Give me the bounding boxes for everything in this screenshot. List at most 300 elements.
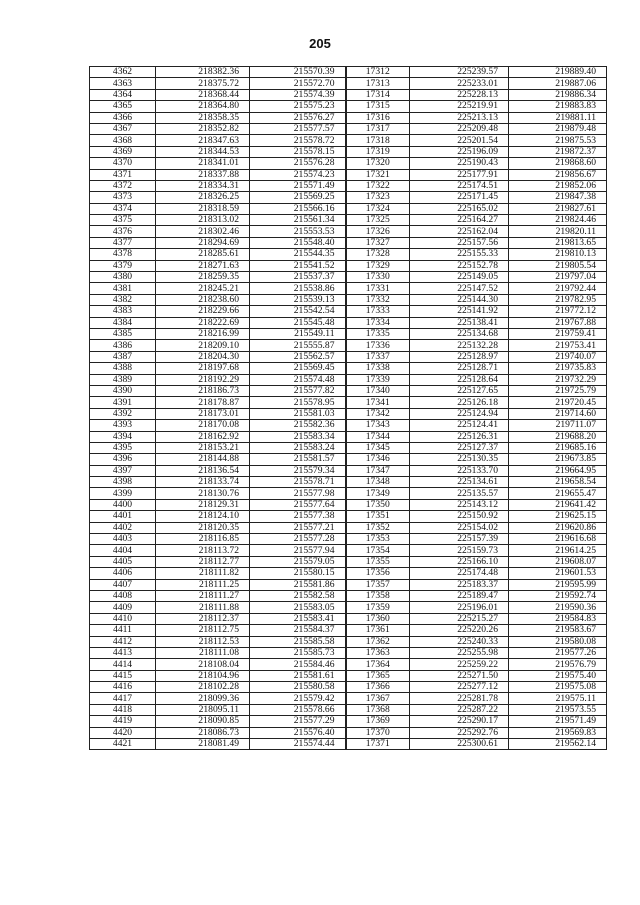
x-right-cell: 225157.56 (410, 237, 509, 248)
point-id-left-cell: 4386 (90, 340, 156, 351)
point-id-left-cell: 4381 (90, 283, 156, 294)
x-right-cell: 225233.01 (410, 78, 509, 89)
x-right-cell: 225300.61 (410, 739, 509, 750)
y-right-cell: 219580.08 (509, 636, 607, 647)
x-right-cell: 225159.73 (410, 545, 509, 556)
x-left-cell: 218238.60 (156, 294, 250, 305)
y-right-cell: 219658.54 (509, 477, 607, 488)
y-right-cell: 219820.11 (509, 226, 607, 237)
x-left-cell: 218153.21 (156, 442, 250, 453)
point-id-left-cell: 4417 (90, 693, 156, 704)
point-id-right-cell: 17315 (346, 101, 410, 112)
x-right-cell: 225133.70 (410, 465, 509, 476)
x-left-cell: 218197.68 (156, 363, 250, 374)
point-id-left-cell: 4366 (90, 112, 156, 123)
coordinates-table (89, 66, 607, 750)
y-right-cell: 219569.83 (509, 727, 607, 738)
table-row (90, 511, 607, 522)
table-row (90, 169, 607, 180)
y-right-cell: 219641.42 (509, 499, 607, 510)
y-left-cell: 215576.28 (250, 158, 346, 169)
table-row (90, 545, 607, 556)
x-left-cell: 218344.53 (156, 146, 250, 157)
y-left-cell: 215579.05 (250, 556, 346, 567)
point-id-right-cell: 17322 (346, 180, 410, 191)
y-right-cell: 219573.55 (509, 704, 607, 715)
y-right-cell: 219592.74 (509, 590, 607, 601)
point-id-right-cell: 17329 (346, 260, 410, 271)
y-left-cell: 215580.15 (250, 568, 346, 579)
x-left-cell: 218111.88 (156, 602, 250, 613)
y-right-cell: 219620.86 (509, 522, 607, 533)
x-left-cell: 218081.49 (156, 739, 250, 750)
x-right-cell: 225162.04 (410, 226, 509, 237)
point-id-left-cell: 4410 (90, 613, 156, 624)
y-left-cell: 215545.48 (250, 317, 346, 328)
y-left-cell: 215574.48 (250, 374, 346, 385)
point-id-right-cell: 17349 (346, 488, 410, 499)
x-right-cell: 225174.51 (410, 180, 509, 191)
y-right-cell: 219583.67 (509, 625, 607, 636)
x-right-cell: 225281.78 (410, 693, 509, 704)
table-row (90, 636, 607, 647)
point-id-right-cell: 17333 (346, 306, 410, 317)
point-id-right-cell: 17319 (346, 146, 410, 157)
point-id-left-cell: 4384 (90, 317, 156, 328)
x-left-cell: 218144.88 (156, 454, 250, 465)
point-id-left-cell: 4375 (90, 215, 156, 226)
point-id-left-cell: 4421 (90, 739, 156, 750)
x-left-cell: 218086.73 (156, 727, 250, 738)
y-left-cell: 215578.15 (250, 146, 346, 157)
y-left-cell: 215578.72 (250, 135, 346, 146)
point-id-right-cell: 17320 (346, 158, 410, 169)
table-row (90, 226, 607, 237)
page-number: 205 (309, 36, 331, 51)
x-right-cell: 225240.33 (410, 636, 509, 647)
table-row (90, 317, 607, 328)
point-id-right-cell: 17345 (346, 442, 410, 453)
x-left-cell: 218133.74 (156, 477, 250, 488)
y-left-cell: 215562.57 (250, 351, 346, 362)
x-right-cell: 225128.64 (410, 374, 509, 385)
y-left-cell: 215579.34 (250, 465, 346, 476)
table-row (90, 101, 607, 112)
y-left-cell: 215549.11 (250, 328, 346, 339)
point-id-left-cell: 4376 (90, 226, 156, 237)
y-left-cell: 215538.86 (250, 283, 346, 294)
x-right-cell: 225215.27 (410, 613, 509, 624)
table-row (90, 351, 607, 362)
y-right-cell: 219711.07 (509, 420, 607, 431)
y-right-cell: 219810.13 (509, 249, 607, 260)
table-row (90, 215, 607, 226)
y-right-cell: 219792.44 (509, 283, 607, 294)
x-right-cell: 225128.71 (410, 363, 509, 374)
coordinates-table-body (90, 67, 607, 750)
y-right-cell: 219856.67 (509, 169, 607, 180)
point-id-right-cell: 17344 (346, 431, 410, 442)
x-left-cell: 218368.44 (156, 89, 250, 100)
table-row (90, 328, 607, 339)
table-row (90, 659, 607, 670)
point-id-left-cell: 4397 (90, 465, 156, 476)
y-left-cell: 215585.73 (250, 647, 346, 658)
y-left-cell: 215582.58 (250, 590, 346, 601)
point-id-right-cell: 17369 (346, 716, 410, 727)
point-id-right-cell: 17327 (346, 237, 410, 248)
table-row (90, 534, 607, 545)
x-left-cell: 218222.69 (156, 317, 250, 328)
y-left-cell: 215584.37 (250, 625, 346, 636)
y-right-cell: 219714.60 (509, 408, 607, 419)
point-id-right-cell: 17324 (346, 203, 410, 214)
table-row (90, 431, 607, 442)
point-id-right-cell: 17359 (346, 602, 410, 613)
y-right-cell: 219847.38 (509, 192, 607, 203)
y-left-cell: 215583.41 (250, 613, 346, 624)
point-id-left-cell: 4387 (90, 351, 156, 362)
point-id-right-cell: 17325 (346, 215, 410, 226)
x-left-cell: 218302.46 (156, 226, 250, 237)
x-right-cell: 225150.92 (410, 511, 509, 522)
point-id-left-cell: 4363 (90, 78, 156, 89)
y-left-cell: 215575.23 (250, 101, 346, 112)
y-right-cell: 219577.26 (509, 647, 607, 658)
y-right-cell: 219575.40 (509, 670, 607, 681)
y-right-cell: 219879.48 (509, 123, 607, 134)
y-right-cell: 219813.65 (509, 237, 607, 248)
y-left-cell: 215570.39 (250, 67, 346, 78)
y-left-cell: 215581.57 (250, 454, 346, 465)
y-right-cell: 219720.45 (509, 397, 607, 408)
table-row (90, 260, 607, 271)
x-left-cell: 218111.25 (156, 579, 250, 590)
table-row (90, 488, 607, 499)
x-right-cell: 225157.39 (410, 534, 509, 545)
table-row (90, 670, 607, 681)
table-row (90, 272, 607, 283)
point-id-right-cell: 17338 (346, 363, 410, 374)
table-row (90, 294, 607, 305)
point-id-right-cell: 17358 (346, 590, 410, 601)
x-right-cell: 225126.18 (410, 397, 509, 408)
table-row (90, 203, 607, 214)
x-left-cell: 218108.04 (156, 659, 250, 670)
y-right-cell: 219767.88 (509, 317, 607, 328)
y-right-cell: 219673.85 (509, 454, 607, 465)
x-right-cell: 225149.05 (410, 272, 509, 283)
y-right-cell: 219753.41 (509, 340, 607, 351)
point-id-left-cell: 4403 (90, 534, 156, 545)
y-left-cell: 215574.39 (250, 89, 346, 100)
x-left-cell: 218313.02 (156, 215, 250, 226)
point-id-right-cell: 17316 (346, 112, 410, 123)
y-left-cell: 215548.40 (250, 237, 346, 248)
point-id-left-cell: 4405 (90, 556, 156, 567)
y-left-cell: 215566.16 (250, 203, 346, 214)
table-row (90, 283, 607, 294)
x-left-cell: 218259.35 (156, 272, 250, 283)
x-right-cell: 225124.94 (410, 408, 509, 419)
x-right-cell: 225239.57 (410, 67, 509, 78)
y-right-cell: 219625.15 (509, 511, 607, 522)
point-id-left-cell: 4364 (90, 89, 156, 100)
point-id-right-cell: 17321 (346, 169, 410, 180)
y-left-cell: 215576.27 (250, 112, 346, 123)
table-row (90, 135, 607, 146)
x-left-cell: 218129.31 (156, 499, 250, 510)
x-right-cell: 225165.02 (410, 203, 509, 214)
x-left-cell: 218341.01 (156, 158, 250, 169)
point-id-left-cell: 4409 (90, 602, 156, 613)
y-left-cell: 215569.25 (250, 192, 346, 203)
point-id-left-cell: 4383 (90, 306, 156, 317)
y-right-cell: 219685.16 (509, 442, 607, 453)
point-id-right-cell: 17347 (346, 465, 410, 476)
table-row (90, 522, 607, 533)
point-id-right-cell: 17361 (346, 625, 410, 636)
x-right-cell: 225196.09 (410, 146, 509, 157)
x-left-cell: 218347.63 (156, 135, 250, 146)
y-right-cell: 219655.47 (509, 488, 607, 499)
point-id-left-cell: 4414 (90, 659, 156, 670)
table-row (90, 727, 607, 738)
y-right-cell: 219575.08 (509, 682, 607, 693)
y-right-cell: 219575.11 (509, 693, 607, 704)
point-id-right-cell: 17366 (346, 682, 410, 693)
y-left-cell: 215581.03 (250, 408, 346, 419)
x-right-cell: 225255.98 (410, 647, 509, 658)
x-right-cell: 225134.61 (410, 477, 509, 488)
point-id-left-cell: 4420 (90, 727, 156, 738)
table-row (90, 192, 607, 203)
y-right-cell: 219797.04 (509, 272, 607, 283)
x-left-cell: 218111.27 (156, 590, 250, 601)
y-left-cell: 215537.37 (250, 272, 346, 283)
x-right-cell: 225126.31 (410, 431, 509, 442)
x-right-cell: 225135.57 (410, 488, 509, 499)
x-right-cell: 225124.41 (410, 420, 509, 431)
y-left-cell: 215578.71 (250, 477, 346, 488)
point-id-right-cell: 17360 (346, 613, 410, 624)
point-id-right-cell: 17313 (346, 78, 410, 89)
point-id-right-cell: 17365 (346, 670, 410, 681)
x-left-cell: 218285.61 (156, 249, 250, 260)
y-right-cell: 219827.61 (509, 203, 607, 214)
point-id-left-cell: 4362 (90, 67, 156, 78)
point-id-left-cell: 4399 (90, 488, 156, 499)
x-left-cell: 218358.35 (156, 112, 250, 123)
table-row (90, 67, 607, 78)
y-right-cell: 219881.11 (509, 112, 607, 123)
y-left-cell: 215577.29 (250, 716, 346, 727)
y-right-cell: 219601.53 (509, 568, 607, 579)
x-right-cell: 225154.02 (410, 522, 509, 533)
point-id-right-cell: 17312 (346, 67, 410, 78)
y-right-cell: 219595.99 (509, 579, 607, 590)
x-right-cell: 225271.50 (410, 670, 509, 681)
point-id-right-cell: 17350 (346, 499, 410, 510)
y-left-cell: 215544.35 (250, 249, 346, 260)
y-left-cell: 215585.58 (250, 636, 346, 647)
point-id-right-cell: 17330 (346, 272, 410, 283)
table-row (90, 613, 607, 624)
point-id-left-cell: 4395 (90, 442, 156, 453)
x-left-cell: 218204.30 (156, 351, 250, 362)
point-id-right-cell: 17340 (346, 385, 410, 396)
point-id-right-cell: 17331 (346, 283, 410, 294)
point-id-right-cell: 17356 (346, 568, 410, 579)
point-id-right-cell: 17317 (346, 123, 410, 134)
x-left-cell: 218216.99 (156, 328, 250, 339)
x-left-cell: 218102.28 (156, 682, 250, 693)
y-right-cell: 219887.06 (509, 78, 607, 89)
y-right-cell: 219664.95 (509, 465, 607, 476)
x-right-cell: 225134.68 (410, 328, 509, 339)
y-right-cell: 219872.37 (509, 146, 607, 157)
point-id-left-cell: 4408 (90, 590, 156, 601)
x-left-cell: 218337.88 (156, 169, 250, 180)
y-left-cell: 215577.28 (250, 534, 346, 545)
y-left-cell: 215571.49 (250, 180, 346, 191)
point-id-left-cell: 4416 (90, 682, 156, 693)
y-left-cell: 215579.42 (250, 693, 346, 704)
point-id-right-cell: 17318 (346, 135, 410, 146)
table-row (90, 112, 607, 123)
x-left-cell: 218116.85 (156, 534, 250, 545)
x-left-cell: 218090.85 (156, 716, 250, 727)
point-id-left-cell: 4377 (90, 237, 156, 248)
point-id-left-cell: 4370 (90, 158, 156, 169)
x-right-cell: 225166.10 (410, 556, 509, 567)
y-right-cell: 219886.34 (509, 89, 607, 100)
x-right-cell: 225144.30 (410, 294, 509, 305)
x-right-cell: 225174.48 (410, 568, 509, 579)
table-row (90, 408, 607, 419)
x-left-cell: 218173.01 (156, 408, 250, 419)
x-right-cell: 225127.37 (410, 442, 509, 453)
x-left-cell: 218162.92 (156, 431, 250, 442)
x-right-cell: 225196.01 (410, 602, 509, 613)
y-right-cell: 219875.53 (509, 135, 607, 146)
point-id-left-cell: 4413 (90, 647, 156, 658)
y-right-cell: 219740.07 (509, 351, 607, 362)
point-id-right-cell: 17336 (346, 340, 410, 351)
x-right-cell: 225127.65 (410, 385, 509, 396)
x-left-cell: 218294.69 (156, 237, 250, 248)
point-id-left-cell: 4404 (90, 545, 156, 556)
table-row (90, 579, 607, 590)
x-right-cell: 225138.41 (410, 317, 509, 328)
point-id-right-cell: 17354 (346, 545, 410, 556)
table-row (90, 590, 607, 601)
point-id-left-cell: 4396 (90, 454, 156, 465)
x-right-cell: 225277.12 (410, 682, 509, 693)
x-left-cell: 218229.66 (156, 306, 250, 317)
point-id-right-cell: 17353 (346, 534, 410, 545)
y-left-cell: 215577.38 (250, 511, 346, 522)
point-id-left-cell: 4392 (90, 408, 156, 419)
x-right-cell: 225177.91 (410, 169, 509, 180)
y-left-cell: 215577.82 (250, 385, 346, 396)
x-left-cell: 218111.08 (156, 647, 250, 658)
y-left-cell: 215581.86 (250, 579, 346, 590)
x-right-cell: 225128.97 (410, 351, 509, 362)
x-left-cell: 218192.29 (156, 374, 250, 385)
x-right-cell: 225209.48 (410, 123, 509, 134)
y-right-cell: 219688.20 (509, 431, 607, 442)
table-row (90, 454, 607, 465)
x-right-cell: 225292.76 (410, 727, 509, 738)
x-left-cell: 218112.37 (156, 613, 250, 624)
x-right-cell: 225259.22 (410, 659, 509, 670)
y-left-cell: 215574.44 (250, 739, 346, 750)
y-left-cell: 215577.98 (250, 488, 346, 499)
y-right-cell: 219883.83 (509, 101, 607, 112)
point-id-right-cell: 17332 (346, 294, 410, 305)
x-left-cell: 218186.73 (156, 385, 250, 396)
point-id-left-cell: 4393 (90, 420, 156, 431)
table-row (90, 647, 607, 658)
point-id-right-cell: 17370 (346, 727, 410, 738)
table-row (90, 249, 607, 260)
point-id-left-cell: 4374 (90, 203, 156, 214)
point-id-left-cell: 4402 (90, 522, 156, 533)
y-right-cell: 219824.46 (509, 215, 607, 226)
point-id-left-cell: 4412 (90, 636, 156, 647)
point-id-left-cell: 4380 (90, 272, 156, 283)
x-left-cell: 218271.63 (156, 260, 250, 271)
x-left-cell: 218104.96 (156, 670, 250, 681)
x-left-cell: 218099.36 (156, 693, 250, 704)
x-right-cell: 225189.47 (410, 590, 509, 601)
point-id-right-cell: 17346 (346, 454, 410, 465)
table-row (90, 420, 607, 431)
y-left-cell: 215578.66 (250, 704, 346, 715)
table-row (90, 180, 607, 191)
point-id-left-cell: 4419 (90, 716, 156, 727)
y-right-cell: 219868.60 (509, 158, 607, 169)
y-right-cell: 219782.95 (509, 294, 607, 305)
x-left-cell: 218375.72 (156, 78, 250, 89)
point-id-right-cell: 17357 (346, 579, 410, 590)
point-id-right-cell: 17323 (346, 192, 410, 203)
y-left-cell: 215576.40 (250, 727, 346, 738)
point-id-left-cell: 4369 (90, 146, 156, 157)
x-left-cell: 218113.72 (156, 545, 250, 556)
y-right-cell: 219889.40 (509, 67, 607, 78)
y-left-cell: 215581.61 (250, 670, 346, 681)
y-right-cell: 219725.79 (509, 385, 607, 396)
x-right-cell: 225143.12 (410, 499, 509, 510)
table-row (90, 568, 607, 579)
point-id-left-cell: 4418 (90, 704, 156, 715)
table-row (90, 682, 607, 693)
y-right-cell: 219614.25 (509, 545, 607, 556)
table-row (90, 385, 607, 396)
table-row (90, 78, 607, 89)
y-right-cell: 219732.29 (509, 374, 607, 385)
x-right-cell: 225201.54 (410, 135, 509, 146)
point-id-right-cell: 17355 (346, 556, 410, 567)
x-right-cell: 225228.13 (410, 89, 509, 100)
y-left-cell: 215539.13 (250, 294, 346, 305)
table-row (90, 89, 607, 100)
y-left-cell: 215580.58 (250, 682, 346, 693)
y-right-cell: 219772.12 (509, 306, 607, 317)
point-id-right-cell: 17339 (346, 374, 410, 385)
